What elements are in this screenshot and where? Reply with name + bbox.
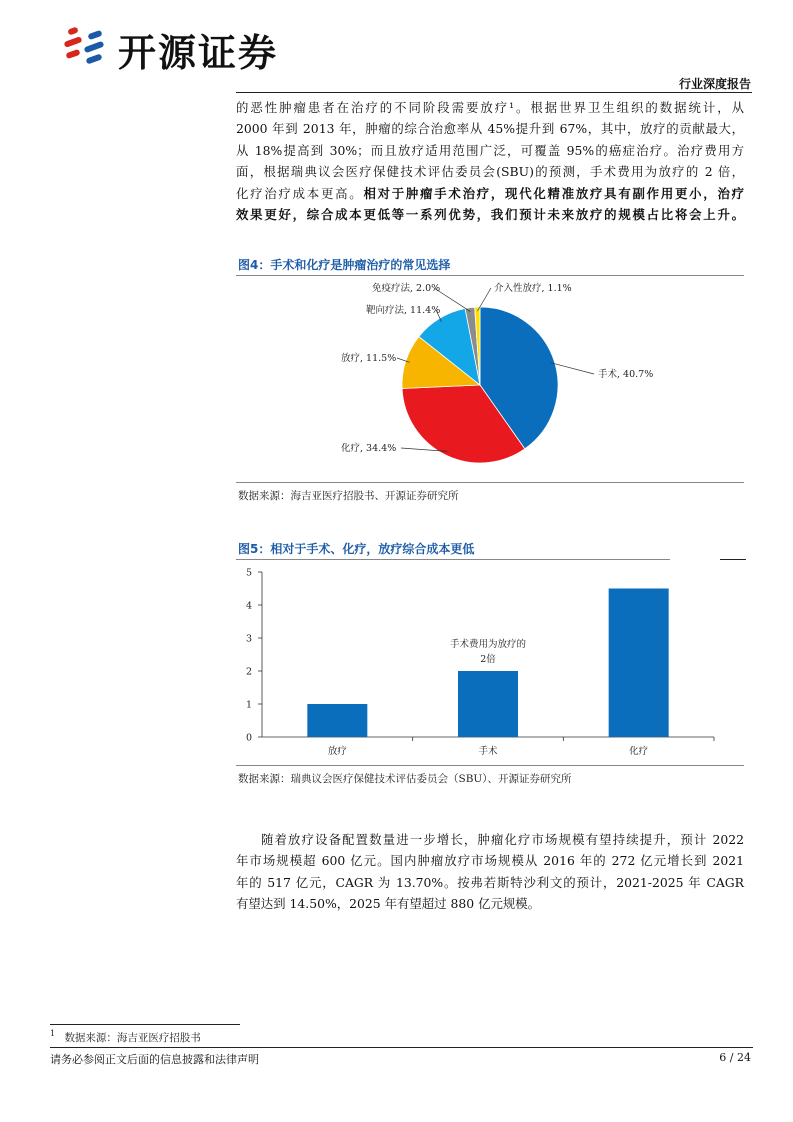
x-tick-label: 化疗 xyxy=(629,746,649,757)
y-tick-label: 1 xyxy=(245,699,252,711)
bar-手术 xyxy=(458,671,518,737)
intro-paragraph xyxy=(236,97,744,225)
y-tick-label: 5 xyxy=(245,567,252,579)
pie-label-化疗: 化疗, 34.4% xyxy=(341,443,397,454)
figure5-source: 数据来源：瑞典议会医疗保健技术评估委员会（SBU）、开源证券研究所 xyxy=(238,773,572,785)
footer-rule xyxy=(50,1047,753,1048)
pie-label-介入性放疗: 介入性放疗, 1.1% xyxy=(494,283,572,294)
footnote-mark: 1 xyxy=(50,1029,56,1038)
header-rule xyxy=(236,92,752,93)
footnote xyxy=(50,1029,201,1045)
figure4-bottom-rule xyxy=(236,482,744,483)
paragraph-line: 的恶性肿瘤患者在治疗的不同阶段需要放疗¹。根据世界卫生组织的数据统计，从 xyxy=(236,100,744,115)
y-tick-label: 4 xyxy=(245,600,252,612)
paragraph-line: 年市场规模超 600 亿元。国内肿瘤放疗市场规模从 2016 年的 272 亿元增长到 2021 xyxy=(236,853,744,869)
y-tick-label: 2 xyxy=(245,666,252,678)
brand-logo-icon xyxy=(62,24,110,68)
figure5-title: 图5：相对于手术、化疗，放疗综合成本更低 xyxy=(238,542,475,556)
bar-annotation: 2倍 xyxy=(480,654,496,665)
figure4-source: 数据来源：海吉亚医疗招股书、开源证券研究所 xyxy=(238,490,459,502)
x-tick-label: 放疗 xyxy=(327,746,347,757)
paragraph-emphasis-line: 效果更好，综合成本更低等一系列优势，我们预计未来放疗的规模占比将会上升。 xyxy=(236,207,744,223)
x-tick-label: 手术 xyxy=(478,746,498,757)
header xyxy=(0,0,793,100)
paragraph-line: 有望达到 14.50%，2025 年有望超过 880 亿元规模。 xyxy=(236,896,541,912)
paragraph-text: 化疗治疗成本更高。 xyxy=(236,185,364,201)
pie-label-放疗: 放疗, 11.5% xyxy=(341,353,397,364)
figure4-title: 图4：手术和化疗是肿瘤治疗的常见选择 xyxy=(238,258,451,272)
market-paragraph xyxy=(236,829,744,915)
pie-label-靶向疗法: 靶向疗法, 11.4% xyxy=(366,305,441,316)
footnote-text: 数据来源：海吉亚医疗招股书 xyxy=(64,1031,201,1044)
bar-化疗 xyxy=(609,589,669,738)
paragraph-line: 面，根据瑞典议会医疗保健技术评估委员会(SBU)的预测，手术费用为放疗的 2 倍， xyxy=(236,164,744,180)
page-number: 6 / 24 xyxy=(719,1051,751,1064)
paragraph-line-mixed xyxy=(236,183,744,204)
paragraph-emphasis: 相对于肿瘤手术治疗，现代化精准放疗具有副作用更小，治疗 xyxy=(363,185,745,201)
y-tick-label: 0 xyxy=(245,732,252,744)
figure5-top-rule-tail xyxy=(720,559,746,560)
paragraph-line: 2000 年到 2013 年，肿瘤的综合治愈率从 45%提升到 67%，其中，放疗的贡献最大， xyxy=(236,121,744,137)
paragraph-line: 从 18%提高到 30%；而且放疗适用范围广泛，可覆盖 95%的癌症治疗。治疗费用方 xyxy=(236,142,744,158)
footnote-rule xyxy=(50,1024,240,1025)
pie-label-免疫疗法: 免疫疗法, 2.0% xyxy=(372,283,441,294)
figure5-bar-chart xyxy=(236,562,744,762)
brand-name: 开源证券 xyxy=(118,31,279,75)
paragraph-line: 年的 517 亿元，CAGR 为 13.70%。按弗若斯特沙利文的预计，2021-2025 年 CAGR xyxy=(236,874,744,890)
figure5-bottom-rule xyxy=(236,765,744,766)
pie-label-手术: 手术, 40.7% xyxy=(598,369,654,380)
footer-disclaimer: 请务必参阅正文后面的信息披露和法律声明 xyxy=(50,1053,259,1066)
figure5-top-rule xyxy=(236,559,670,560)
bar-annotation: 手术费用为放疗的 xyxy=(449,639,527,650)
report-type: 行业深度报告 xyxy=(678,77,751,91)
figure4-pie-chart xyxy=(236,276,744,481)
paragraph-line-indented: 随着放疗设备配置数量进一步增长，肿瘤化疗市场规模有望持续提升，预计 2022 xyxy=(261,832,744,847)
bar-放疗 xyxy=(307,704,367,737)
y-tick-label: 3 xyxy=(245,633,252,645)
